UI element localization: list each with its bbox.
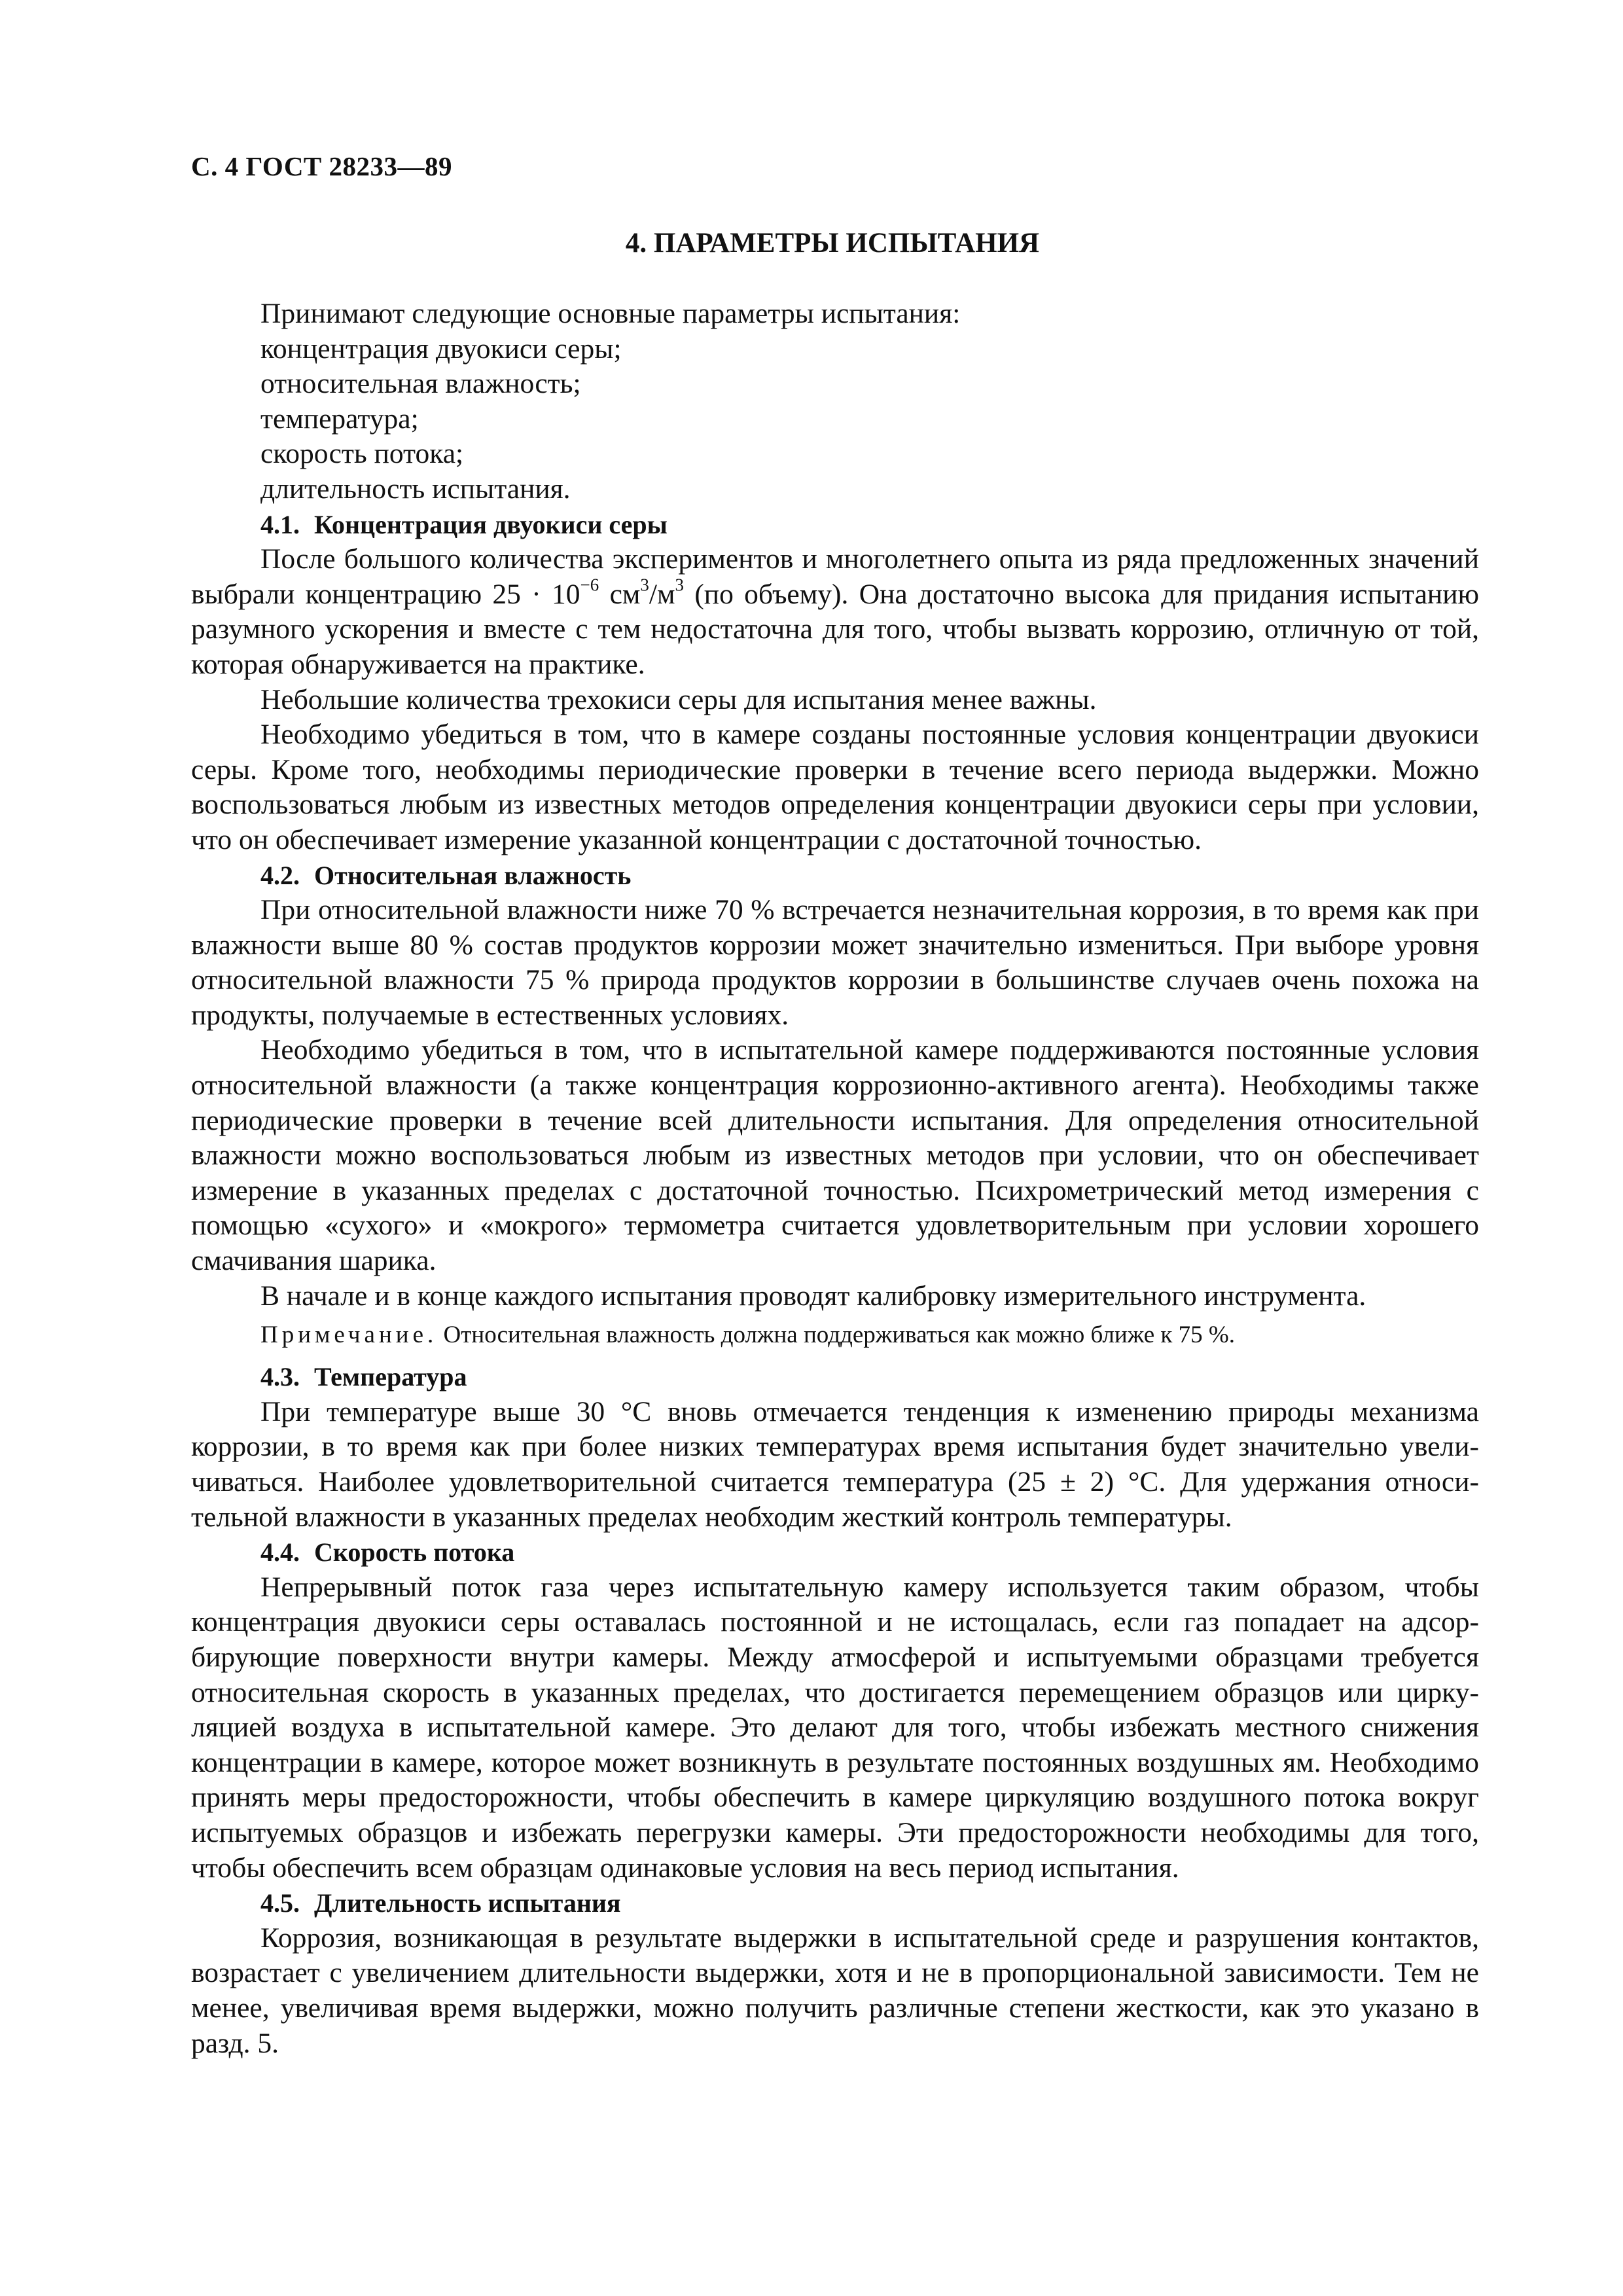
document-body (191, 296, 1479, 2061)
param-item: скорость потока; (260, 438, 464, 470)
subsection-number: 4.1. (260, 509, 300, 539)
subsection-title: Длительность испытания (314, 1888, 621, 1918)
exponent: −6 (580, 575, 599, 595)
superscript: 3 (640, 575, 649, 595)
subsection-number: 4.5. (260, 1888, 300, 1918)
subsection-heading-4-3 (191, 1359, 1479, 1395)
paragraph: При относительной влажности ниже 70 % встречается незначительная коррозия, в то время как при влажности выше 80 % состав продуктов коррозии может значительно измениться. При выборе уровня относительной влажности 75 % природа продуктов коррозии в большинстве случаев очень похожа на продукты, получаемые в естественных условиях. (191, 894, 1479, 1031)
running-head: С. 4 ГОСТ 28233—89 (191, 151, 453, 181)
param-item: концентрация двуокиси серы; (260, 332, 622, 365)
section-intro: Принимают следующие основные параметры испытания: (260, 298, 961, 329)
text-run: см (599, 578, 641, 610)
subsection-heading-4-1 (191, 507, 1479, 543)
subsection-heading-4-4 (191, 1535, 1479, 1570)
paragraph: Необходимо убедиться в том, что в испытательной камере поддерживаются постоянные условия относительной влажности (а также концентрация коррозионно-активного агента). Необходимы также периодические проверки в течение всей длительности испытания. Для определения относительной влажности можно воспользоваться любым из известных методов при условии, что он обеспечивает измерение в указанных пределах с достаточной точностью. Психрометрический метод измерения с помощью «сухого» и «мокрого» термометра считается удовлетворительным при условии хорошего смачивания шарика. (191, 1034, 1479, 1277)
subsection-title: Температура (314, 1362, 467, 1392)
paragraph: Непрерывный поток газа через испытательную камеру используется таким образом, чтобы концентрация двуокиси серы оставалась постоянной и не истощалась, если газ попадает на адсорбирующие поверхности внутри камеры. Между атмосферой и испытуемыми образцами требуется относительная скорость в указанных пределах, что достигается перемещением образцов или циркуляцией воздуха в испытательной камере. Это делают для того, чтобы избежать местного снижения концентрации в камере, которое может возникнуть в результате постоянных воздушных ям. Необходимо принять меры предосторожности, чтобы обеспечить в камере циркуляцию воздушного потока вокруг испытуемых образцов и избежать перегрузки камеры. Эти предосторожности необходимы для того, чтобы обеспечить всем образцам одинаковые условия на весь период испытания. (191, 1571, 1479, 1884)
subsection-title: Скорость потока (314, 1537, 515, 1568)
subsection-number: 4.3. (260, 1362, 300, 1392)
paragraph: Коррозия, возникающая в результате выдержки в испытательной среде и разрушения контактов, возрастает с увеличением длительности выдержки, хотя и не в пропорциональной зависимости. Тем не менее, увеличивая время выдержки, можно получить различные степени жесткости, как это указано в разд. 5. (191, 1922, 1479, 2059)
subsection-title: Относительная влажность (314, 860, 632, 890)
note-text: Относительная влажность должна поддерживаться как можно ближе к 75 %. (437, 1321, 1235, 1349)
subsection-title: Концентрация двуокиси серы (314, 509, 668, 539)
paragraph: В начале и в конце каждого испытания проводят калибровку измерительного инструмента. (260, 1280, 1366, 1312)
text-run: (по объему). Она достаточно высока для придания испытанию разумного ускорения и вместе с тем недостаточна для того, чтобы вызвать коррозию, отличную от той, которая обнаруживается на практике. (191, 578, 1479, 680)
paragraph (191, 542, 1479, 682)
param-item: относительная влажность; (260, 368, 581, 400)
note (191, 1319, 1479, 1352)
param-item: длительность испытания. (260, 473, 571, 505)
subsection-heading-4-5 (191, 1886, 1479, 1921)
section-title: 4. ПАРАМЕТРЫ ИСПЫТАНИЯ (625, 228, 1040, 259)
superscript: 3 (675, 575, 684, 595)
subsection-heading-4-2 (191, 858, 1479, 893)
paragraph: Необходимо убедиться в том, что в камере созданы постоянные условия концентрации двуокиси серы. Кроме того, необходимы периодические проверки в течение всего периода выдержки. Можно воспользоваться любым из известных методов определения концентрации двуокиси серы при условии, что он обеспечивает измерение указанной концентрации с достаточной точностью. (191, 719, 1479, 855)
param-item: температура; (260, 403, 419, 435)
paragraph: При температуре выше 30 °С вновь отмечается тенденция к изменению природы механизма коррозии, в то время как при более низких температурах время испытания будет значительно увеличиваться. Наиболее удовлетворительной считается температура (25 ± 2) °С. Для удержания относительной влажности в указанных пределах необходим жесткий контроль температуры. (191, 1395, 1479, 1533)
subsection-number: 4.4. (260, 1537, 300, 1568)
note-label: Примечание. (260, 1321, 438, 1349)
paragraph: Небольшие количества трехокиси серы для испытания менее важны. (260, 683, 1097, 715)
text-run: /м (649, 578, 675, 610)
subsection-number: 4.2. (260, 860, 300, 890)
text-run: После большого количества экспериментов и многолетнего опыта из ряда предложенных значений выбрали концентрацию 25 · 10 (191, 543, 1479, 610)
